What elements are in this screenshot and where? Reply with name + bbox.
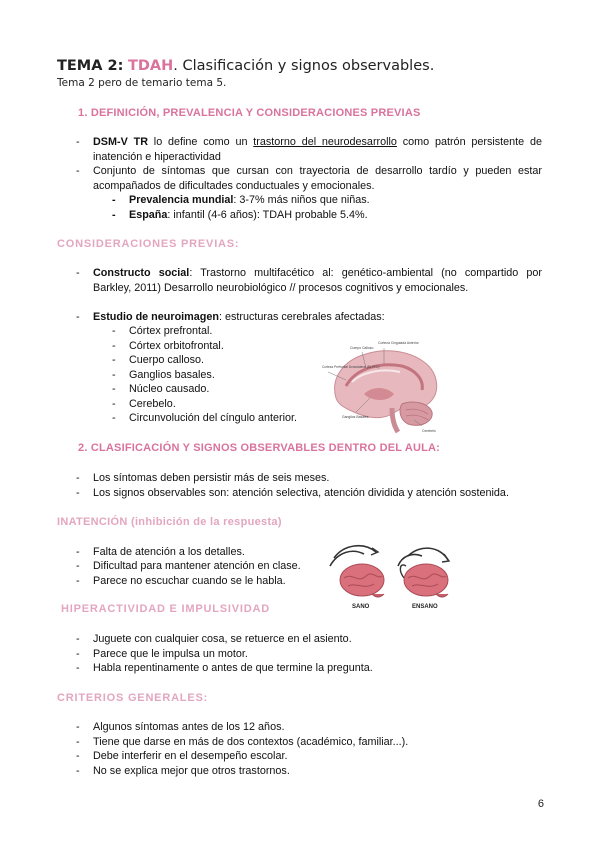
subheading-hiperactividad: HIPERACTIVIDAD E IMPULSIVIDAD — [61, 603, 270, 615]
list-item: - Conjunto de síntomas que cursan con trayectoria de desarrollo tardío y pueden estar acompañados de dificultades conductuales y emocionales. — [76, 165, 542, 192]
subheading-criterios: CRITERIOS GENERALES: — [57, 692, 209, 704]
page-number: 6 — [537, 798, 544, 810]
document-page: TEMA 2: TDAH. Clasificación y signos observables. Tema 2 pero de temario tema 5. 1. DEFINICIÓN, PREVALENCIA Y CONSIDERACIONES PREVIAS - DSM-V TR lo define como un trastorno del neurodesarrollo como patrón persistente de inatención e hiperactividad - Conjunto de síntomas que cursan con trayectoria de desarrollo tardío y pueden estar acompañados de dificultades conductuales y emocionales. - Prevalencia mundial: 3-7% más niños que niñas. - España: infantil (4-6 años): TDAH probable 5.4%. CONSIDERACIONES PREVIAS: - Constructo social: Trastorno multifacético al: genético-ambiental (no compartido por Barkley, 2011) Desarrollo neurobiológico // procesos cognitivos y emocionales. - Estudio de neuroimagen: estructuras cerebrales afectadas: - Córtex prefrontal. - Córtex orbitofrontal. - Cuerpo calloso. - Ganglios basales. - Núcleo causado. - Cerebelo. - Circunvolución del cíngulo anterior. Corteza Cingulada Anterior Cuerpo Calloso Corteza Prefrontal Dorsolateral (DLPFC) Ganglios Basales Cerebelo 2. CLASIFICACIÓN Y SIGNOS OBSERVABLES DENTRO DEL AULA: - Los síntomas deben persistir más de seis meses. - Los signos observables son: atención selectiva, atención dividida y atención sostenida. INATENCIÓN (inhibición de la respuesta) - Falta de atención a los detalles. - Dificultad para mantener atención en clase. - Parece no escuchar cuando se le habla. SANO ENSANO HIPERACTIVIDAD E IMPULSIVIDAD - Juguete con cualquier cosa, se retuerce en el asiento. - Parece que le impulsa un motor. - Habla repentinamente o antes de que termine la pregunta. CRITERIOS GENERALES: - Algunos síntomas antes de los 12 años. - Tiene que darse en más de dos contextos (académico, familiar...). - Debe interferir en el desempeño escolar. - No se explica mejor que otros trastornos. 6 — [57, 58, 544, 810]
brain-label-calloso: Cuerpo Calloso — [350, 346, 374, 350]
brain-label-ganglios: Ganglios Basales — [342, 415, 369, 419]
attention-brains-figure — [328, 540, 460, 612]
brain-label-cingulada: Corteza Cingulada Anterior — [378, 341, 419, 345]
subheading-inatencion: INATENCIÓN (inhibición de la respuesta) — [57, 516, 282, 528]
brain-affected-icon — [404, 564, 448, 596]
list-item: - DSM-V TR lo define como un trastorno del neurodesarrollo como patrón persistente de inatención e hiperactividad — [76, 136, 543, 163]
section-heading-definicion: 1. DEFINICIÓN, PREVALENCIA Y CONSIDERACIONES PREVIAS — [78, 107, 421, 119]
subheading-consideraciones: CONSIDERACIONES PREVIAS: — [57, 238, 240, 250]
brain-label-dlpfc: Corteza Prefrontal Dorsolateral (DLPFC) — [322, 365, 380, 369]
section-heading-clasificacion: 2. CLASIFICACIÓN Y SIGNOS OBSERVABLES DENTRO DEL AULA: — [78, 442, 441, 454]
label-sano: SANO — [352, 604, 370, 610]
label-ensano: ENSANO — [412, 604, 438, 610]
page-title: TEMA 2: TDAH. Clasificación y signos observables. — [57, 58, 435, 74]
brain-diagram-figure — [322, 338, 450, 434]
list-item: - Constructo social: Trastorno multifacético al: genético-ambiental (no compartido por Barkley, 2011) Desarrollo neurobiológico // procesos cognitivos y emocionales. — [76, 267, 542, 294]
brain-healthy-icon — [340, 564, 384, 596]
brain-label-cerebelo: Cerebelo — [422, 429, 436, 433]
page-subtitle: Tema 2 pero de temario tema 5. — [57, 77, 227, 89]
